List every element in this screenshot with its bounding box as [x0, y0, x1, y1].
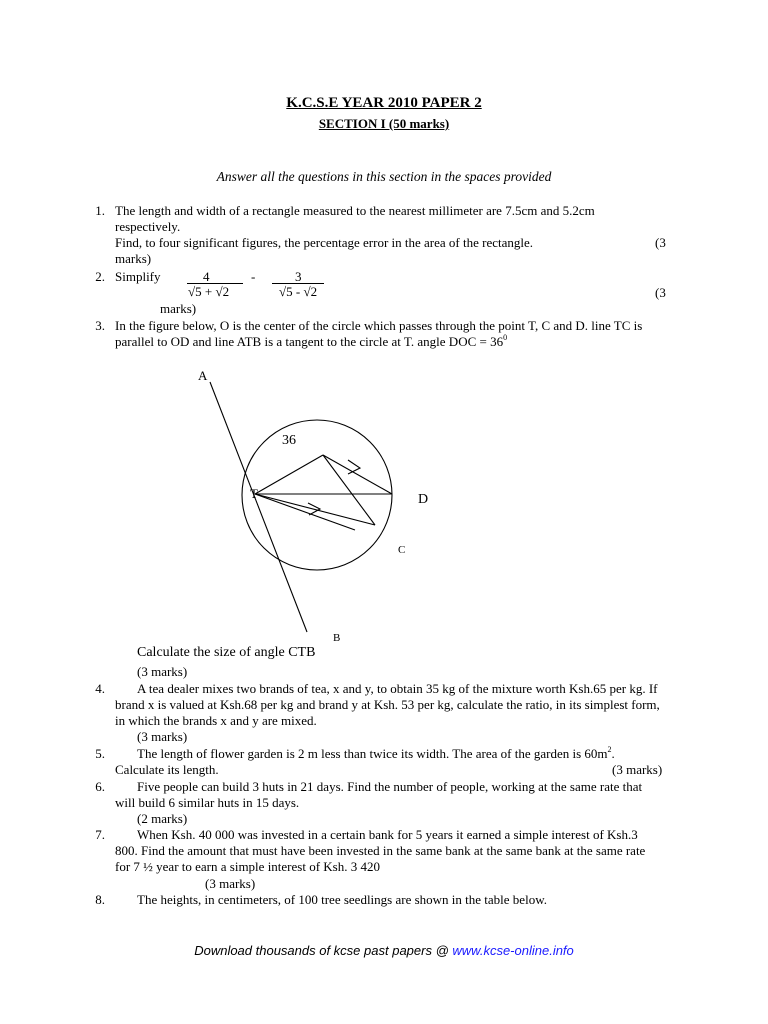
question-number: 1.	[95, 203, 105, 218]
question-number: 2.	[95, 269, 105, 284]
line-t-top	[255, 455, 323, 494]
label-d: D	[418, 492, 429, 507]
question-number: 5.	[95, 746, 105, 761]
question-number: 3.	[95, 318, 105, 333]
question-number: 7.	[95, 827, 105, 842]
label-a: A	[198, 368, 208, 383]
marks-label: marks)	[160, 301, 197, 316]
label-b: B	[333, 632, 341, 644]
instructions: Answer all the questions in this section in the spaces provided	[216, 169, 552, 184]
question-text: 800. Find the amount that must have been invested in the same bank at the same bank at the same rate	[115, 843, 646, 858]
footer	[0, 943, 768, 959]
fraction-numerator: 3	[295, 269, 302, 284]
page-title: K.C.S.E YEAR 2010 PAPER 2	[286, 95, 482, 111]
marks-label: (3	[655, 235, 666, 250]
marks-label: (3 marks)	[205, 876, 256, 891]
line-t-c	[255, 494, 375, 525]
question-text: respectively.	[115, 219, 181, 234]
fraction-numerator: 4	[203, 269, 210, 284]
question-text: When Ksh. 40 000 was invested in a certain bank for 5 years it earned a simple interest of Ksh.3	[137, 827, 638, 842]
line-top-d	[323, 455, 392, 494]
question-text: In the figure below, O is the center of the circle which passes through the point T, C and D. line TC is	[115, 318, 643, 333]
line-top-c	[323, 455, 375, 525]
marks-label: marks)	[115, 251, 152, 266]
question-text: Calculate its length.	[115, 762, 219, 777]
question-text: Five people can build 3 huts in 21 days. Find the number of people, working at the same rate that	[137, 779, 643, 794]
section-heading: SECTION I (50 marks)	[318, 116, 450, 131]
marks-label: (3 marks)	[137, 664, 188, 679]
circle-diagram	[180, 360, 460, 650]
question-text: Find, to four significant figures, the percentage error in the area of the rectangle.	[115, 235, 533, 250]
label-c: C	[398, 544, 406, 556]
question-number: 6.	[95, 779, 105, 794]
marks-label: (3 marks)	[137, 729, 188, 744]
marks-label: (3 marks)	[612, 762, 663, 777]
question-text: The length and width of a rectangle measured to the nearest millimeter are 7.5cm and 5.2cm	[115, 203, 595, 218]
question-text: Calculate the size of angle CTB	[137, 645, 316, 660]
footer-link[interactable]: www.kcse-online.info	[452, 943, 574, 958]
question-number: 8.	[95, 892, 105, 907]
circle	[242, 420, 392, 570]
question-text: The length of flower garden is 2 m less than twice its width. The area of the garden is $60m^2$.	[137, 745, 615, 761]
question-text: brand x is valued at Ksh.68 per kg and brand y at Ksh. 53 per kg, calculate the ratio, in its simplest form,	[115, 697, 660, 712]
label-angle: 36	[282, 433, 296, 448]
marks-label: (2 marks)	[137, 811, 188, 826]
marks-label: (3	[655, 285, 666, 300]
line-t-right	[255, 494, 355, 530]
question-text: Simplify	[115, 269, 161, 284]
fraction-denominator: √5 + √2	[188, 284, 230, 299]
question-text: parallel to OD and line ATB is a tangent to the circle at T. angle DOC = $36^0$	[115, 333, 508, 349]
fraction-denominator: √5 - √2	[279, 284, 318, 299]
question-text: in which the brands x and y are mixed.	[115, 713, 317, 728]
minus-sign: -	[251, 269, 256, 284]
question-number: 4.	[95, 681, 105, 696]
label-t: T	[250, 486, 258, 501]
footer-text: Download thousands of kcse past papers @	[194, 943, 453, 958]
question-text: The heights, in centimeters, of 100 tree seedlings are shown in the table below.	[137, 892, 547, 907]
question-text: A tea dealer mixes two brands of tea, x and y, to obtain 35 kg of the mixture worth Ksh.65 per kg. If	[137, 681, 658, 696]
question-text: for 7 ½ year to earn a simple interest of Ksh. 3 420	[115, 859, 380, 874]
question-text: will build 6 similar huts in 15 days.	[115, 795, 300, 810]
